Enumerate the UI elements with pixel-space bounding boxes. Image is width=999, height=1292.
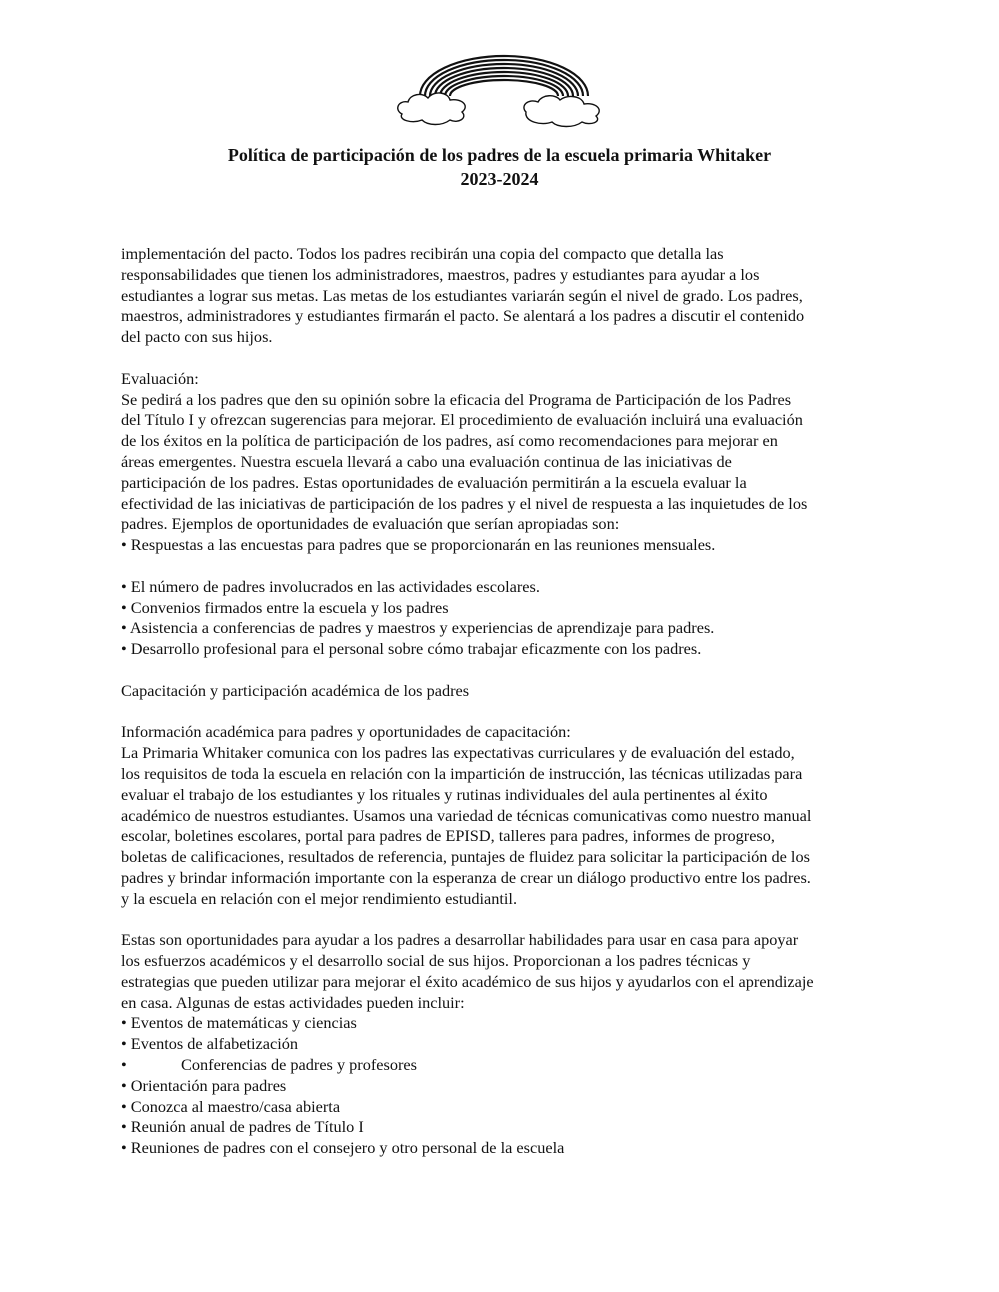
paragraph-line: escolar, boletines escolares, portal para padres de EPISD, talleres para padres, informes de progreso,: [121, 826, 775, 846]
compact-paragraph: [121, 244, 891, 348]
training-subheading: Información académica para padres y oportunidades de capacitación:: [121, 722, 571, 742]
document-title: Política de participación de los padres de la escuela primaria Whitaker: [227, 145, 772, 165]
paragraph-line: Estas son oportunidades para ayudar a los padres a desarrollar habilidades para usar en casa para apoyar: [121, 930, 799, 950]
paragraph-line: implementación del pacto. Todos los padres recibirán una copia del compacto que detalla las: [121, 244, 724, 263]
paragraph-line: participación de los padres. Estas oportunidades de evaluación permitirán a la escuela evaluar la: [121, 472, 747, 492]
bullet-item: • Conozca al maestro/casa abierta: [121, 1096, 341, 1116]
school-year: 2023-2024: [460, 169, 539, 189]
paragraph-line: boletas de calificaciones, resultados de referencia, puntajes de fluidez para solicitar la participación de los: [121, 847, 810, 867]
bullet-item: • Asistencia a conferencias de padres y maestros y experiencias de aprendizaje para padres.: [121, 618, 715, 638]
bullet-item: • Reunión anual de padres de Título I: [121, 1117, 364, 1137]
paragraph-line: del Título I y ofrezcan sugerencias para mejorar. El procedimiento de evaluación incluirá una evaluación: [121, 410, 803, 430]
training-heading: Capacitación y participación académica de los padres: [121, 680, 470, 700]
paragraph-line: La Primaria Whitaker comunica con los padres las expectativas curriculares y de evaluación del estado,: [121, 743, 795, 763]
skills-section: [121, 930, 891, 1159]
bullet-item: • El número de padres involucrados en las actividades escolares.: [121, 576, 540, 596]
paragraph-line: los esfuerzos académicos y el desarrollo social de sus hijos. Proporcionan a los padres técnicas y: [121, 951, 751, 971]
paragraph-line: de los éxitos en la política de participación de los padres, así como recomendaciones para mejorar en: [121, 431, 778, 451]
paragraph-line: los requisitos de toda la escuela en relación con la impartición de instrucción, las técnicas utilizadas para: [121, 763, 803, 783]
bullet-item: • Eventos de alfabetización: [121, 1034, 299, 1054]
bullet-item: • Orientación para padres: [121, 1075, 287, 1095]
bullet-item: [121, 1055, 891, 1076]
bullet-item: • Convenios firmados entre la escuela y los padres: [121, 597, 449, 617]
rainbow-clouds-logo: [392, 52, 614, 130]
bullet-item: • Reuniones de padres con el consejero y otro personal de la escuela: [121, 1138, 565, 1158]
paragraph-line: académico de nuestros estudiantes. Usamos una variedad de técnicas comunicativas como nuestro manual: [121, 805, 812, 825]
bullet-item: • Respuestas a las encuestas para padres que se proporcionarán en las reuniones mensuales.: [121, 535, 716, 555]
document-body: [121, 244, 891, 1159]
paragraph-line: y la escuela en relación con el mejor rendimiento estudiantil.: [121, 888, 518, 908]
bullet-item: • Eventos de matemáticas y ciencias: [121, 1013, 357, 1033]
paragraph-line: padres. Ejemplos de oportunidades de evaluación que serían apropiadas son:: [121, 514, 620, 534]
paragraph-line: efectividad de las iniciativas de participación de los padres y el nivel de respuesta a las inquietudes de los: [121, 493, 808, 513]
paragraph-line: estrategias que pueden utilizar para mejorar el éxito académico de sus hijos y ayudarlos con el aprendizaje: [121, 971, 814, 991]
bullet-marker: •: [121, 1055, 127, 1075]
document-header: [0, 143, 999, 191]
paragraph-line: Se pedirá a los padres que den su opinión sobre la eficacia del Programa de Participación de los Padres: [121, 389, 792, 409]
training-section: [121, 681, 891, 910]
bullet-text: Conferencias de padres y profesores: [181, 1055, 417, 1075]
paragraph-line: maestros, administradores y estudiantes firmarán el pacto. Se alentará a los padres a discutir el contenido: [121, 306, 805, 326]
paragraph-line: responsabilidades que tienen los administradores, maestros, padres y estudiantes para ayudar a los: [121, 264, 760, 284]
paragraph-line: en casa. Algunas de estas actividades pueden incluir:: [121, 992, 465, 1012]
bullet-item: • Desarrollo profesional para el personal sobre cómo trabajar eficazmente con los padres.: [121, 639, 702, 659]
paragraph-line: áreas emergentes. Nuestra escuela llevará a cabo una evaluación continua de las iniciativas de: [121, 451, 732, 471]
evaluation-section: [121, 369, 891, 660]
paragraph-line: estudiantes a lograr sus metas. Las metas de los estudiantes variarán según el nivel de grado. Los padres,: [121, 285, 803, 305]
paragraph-line: evaluar el trabajo de los estudiantes y los rituales y rutinas individuales del aula pertinentes al éxito: [121, 784, 768, 804]
paragraph-line: del pacto con sus hijos.: [121, 327, 273, 347]
evaluation-heading: Evaluación:: [121, 368, 199, 388]
paragraph-line: padres y brindar información importante con la esperanza de crear un diálogo productivo entre los padres.: [121, 867, 811, 887]
